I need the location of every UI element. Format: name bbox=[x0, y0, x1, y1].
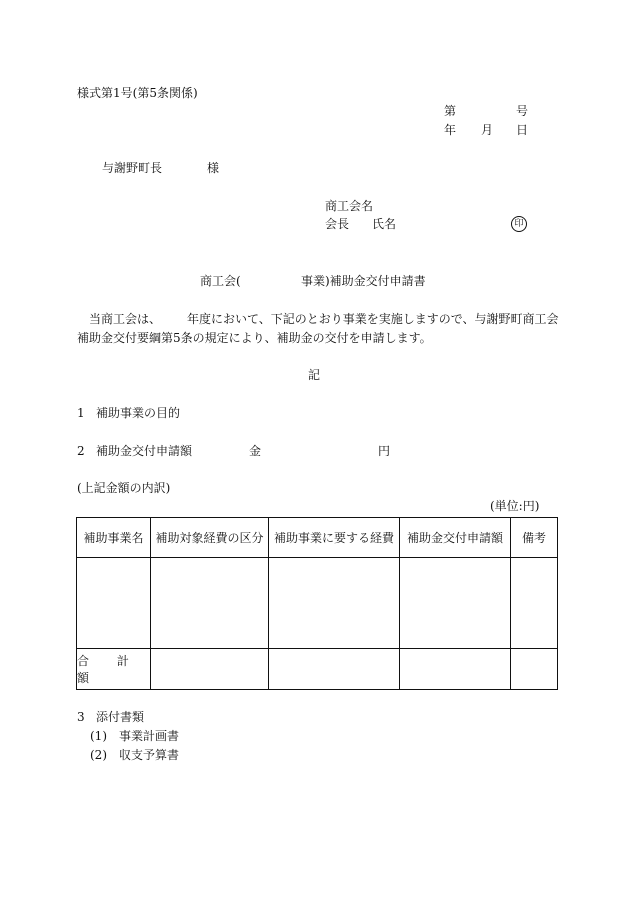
seal-mark: 印 bbox=[511, 216, 527, 232]
table-header-row bbox=[77, 518, 558, 558]
unit-label: (単位:円) bbox=[490, 499, 540, 513]
item2-number: 2 bbox=[77, 444, 85, 458]
attachment-2-label: 収支予算書 bbox=[119, 748, 180, 762]
header-remarks: 備考 bbox=[511, 518, 558, 558]
addressee-title: 与謝野町長 bbox=[102, 161, 163, 175]
name-label: 氏名 bbox=[372, 217, 397, 231]
attachment-1-label: 事業計画書 bbox=[119, 729, 180, 743]
header-expense-category: 補助対象経費の区分 bbox=[151, 518, 269, 558]
date-year: 年 bbox=[444, 123, 457, 137]
cell-project-cost[interactable] bbox=[269, 558, 400, 649]
total-requested-amount[interactable] bbox=[400, 649, 511, 690]
item3-number: 3 bbox=[77, 710, 85, 724]
item1-label: 補助事業の目的 bbox=[96, 406, 181, 420]
item3-label: 添付書類 bbox=[96, 710, 145, 724]
breakdown-table bbox=[76, 517, 558, 690]
cell-remarks[interactable] bbox=[511, 558, 558, 649]
ki-mark: 記 bbox=[308, 368, 321, 382]
body-line2: 補助金交付要綱第5条の規定により、補助金の交付を申請します。 bbox=[77, 331, 432, 345]
form-number: 様式第1号(第5条関係) bbox=[77, 86, 198, 100]
header-requested-amount: 補助金交付申請額 bbox=[400, 518, 511, 558]
body-line1-b: 年度において、下記のとおり事業を実施しますので、与謝野町商工会 bbox=[187, 312, 559, 326]
total-label: 合 計 額 bbox=[77, 649, 151, 690]
header-project-cost: 補助事業に要する経費 bbox=[269, 518, 400, 558]
table-row bbox=[77, 558, 558, 649]
cell-project-name[interactable] bbox=[77, 558, 151, 649]
total-expense-category[interactable] bbox=[151, 649, 269, 690]
item1-number: 1 bbox=[77, 406, 85, 420]
title-right: 事業)補助金交付申請書 bbox=[301, 274, 426, 288]
representative-role: 会長 bbox=[325, 217, 350, 231]
doc-number-dai: 第 bbox=[444, 104, 457, 118]
doc-number-go: 号 bbox=[516, 104, 529, 118]
date-day: 日 bbox=[516, 123, 529, 137]
body-line1-a: 当商工会は、 bbox=[89, 312, 162, 326]
attachment-1-number: (1) bbox=[90, 729, 107, 743]
cell-expense-category[interactable] bbox=[151, 558, 269, 649]
total-project-cost[interactable] bbox=[269, 649, 400, 690]
breakdown-label: (上記金額の内訳) bbox=[77, 481, 171, 495]
total-remarks[interactable] bbox=[511, 649, 558, 690]
title-left: 商工会( bbox=[200, 274, 241, 288]
cell-requested-amount[interactable] bbox=[400, 558, 511, 649]
header-project-name: 補助事業名 bbox=[77, 518, 151, 558]
table-total-row bbox=[77, 649, 558, 690]
item2-kin: 金 bbox=[249, 444, 262, 458]
addressee-honorific: 様 bbox=[207, 161, 220, 175]
date-month: 月 bbox=[481, 123, 494, 137]
item2-yen: 円 bbox=[378, 444, 391, 458]
item2-label: 補助金交付申請額 bbox=[96, 444, 193, 458]
attachment-2-number: (2) bbox=[90, 748, 107, 762]
org-name-label: 商工会名 bbox=[325, 199, 374, 213]
